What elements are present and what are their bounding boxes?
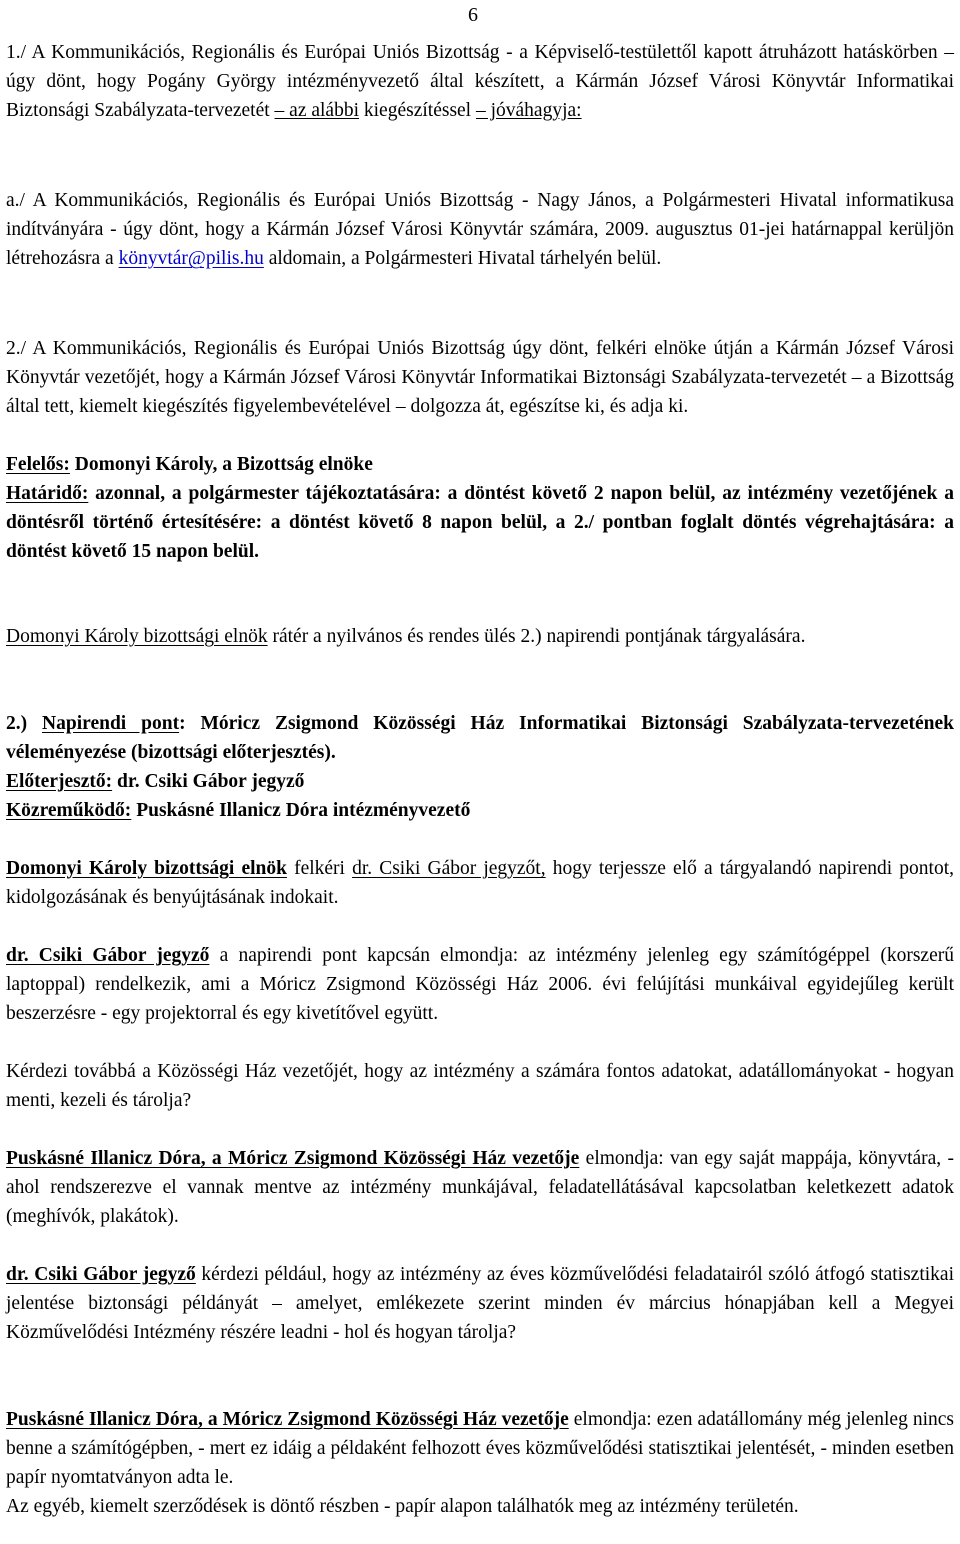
contributor-line [6,796,954,825]
presenter-value: dr. Csiki Gábor jegyző [112,771,305,792]
paragraph-chair-request: Domonyi Károly bizottsági elnök felkéri dr. Csiki Gábor jegyzőt, hogy terjessze elő a tárgyalandó napirendi pontot, kidolgozásának és benyújtásának indokait. [6,858,954,908]
presenter-label: Előterjesztő: [6,771,113,792]
responsible-value: Domonyi Károly, a Bizottság elnöke [69,454,373,475]
paragraph-director-2: Puskásné Illanicz Dóra, a Móricz Zsigmond Közösségi Ház vezetője elmondja: ezen adatállomány még jelenleg nincs benne a számítógépben, - mert ez idáig a példaként felhozott éves közművelődési statisztikai jelentését, - minden esetben papír nyomtatványon adta le. [6,1409,954,1488]
responsible-label: Felelős: [6,454,70,475]
decision-1-dash-2: – jóváhagyja: [475,100,582,121]
decision-2: 2./ A Kommunikációs, Regionális és Európai Uniós Bizottság úgy dönt, felkéri elnöke útján a Kármán József Városi Könyvtár vezetőjét, hogy a Kármán József Városi Könyvtár Informatikai Biztonsági Szabályzata-tervezetét – a Bizottság által tett, kiemelt kiegészítés figyelembevételével – dolgozza át, egészítse ki, és adja ki. [6,338,954,417]
notary-reference: dr. Csiki Gábor jegyzőt, [352,858,546,879]
responsible-line [6,450,954,479]
speaker-director: Puskásné Illanicz Dóra, a Móricz Zsigmond Közösségi Ház vezetője [6,1409,569,1430]
speaker-director: Puskásné Illanicz Dóra, a Móricz Zsigmond Közösségi Ház vezetője [6,1148,580,1169]
speaker-notary: dr. Csiki Gábor jegyző [6,1264,196,1285]
item-a: a./ A Kommunikációs, Regionális és Európai Uniós Bizottság - Nagy János, a Polgármesteri Hivatal informatikusa indítványára - úgy dönt, hogy a Kármán József Városi Könyvtár számára, 2009. augusztus 01-jei határnappal kerüljön létrehozásra a könyvtár@pilis.hu aldomain, a Polgármesteri Hivatal tárhelyén belül. [6,190,954,269]
presenter-line [6,767,954,796]
page-number: 6 [468,4,478,26]
paragraph-notary-1-question: Kérdezi továbbá a Közösségi Ház vezetőjét, hogy az intézmény a számára fontos adatokat, adatállományokat - hogyan menti, kezeli és tárolja? [6,1061,954,1111]
transition-paragraph: Domonyi Károly bizottsági elnök rátér a nyilvános és rendes ülés 2.) napirendi pontjának tárgyalására. [6,626,806,647]
chair-name: Domonyi Károly bizottsági elnök [6,626,268,647]
deadline-label: Határidő: [6,483,89,504]
agenda-number: 2.) [6,713,28,734]
paragraph-director-2-contracts: Az egyéb, kiemelt szerződések is döntő részben - papír alapon találhatók meg az intézmény területén. [6,1496,799,1517]
contributor-label: Közreműködő: [6,800,132,821]
paragraph-director-1: Puskásné Illanicz Dóra, a Móricz Zsigmond Közösségi Ház vezetője elmondja: van egy saját mappája, könyvtára, - ahol rendszerezve el vannak mentve az intézmény munkájával, feladatellátásával kapcsolatban keletkezett adatok (meghívók, plakátok). [6,1148,955,1227]
deadline-block [6,479,954,566]
speaker-chair: Domonyi Károly bizottsági elnök [6,858,287,879]
paragraph-notary-1: dr. Csiki Gábor jegyző a napirendi pont kapcsán elmondja: az intézmény jelenleg egy számítógéppel (korszerű laptoppal) rendelkezik, ami a Móricz Zsigmond Közösségi Ház 2006. évi felújítási munkáival egyidejűleg került beszerzésre - egy projektorral és egy kivetítővel együtt. [6,945,954,1024]
deadline-value: azonnal, a polgármester tájékoztatására: a döntést követő 2 napon belül, az intézmény vezetőjének a döntésről történő értesítésére: a döntést követő 8 napon belül, a 2./ pontban foglalt döntés végrehajtására: a döntést követő 15 napon belül. [6,483,954,562]
decision-1-dash-1: – az alábbi [274,100,360,121]
agenda-item: 2.) Napirendi pont: Móricz Zsigmond Közösségi Ház Informatikai Biztonsági Szabályzata-tervezetének véleményezése (bizottsági előterjesztés). [6,713,954,763]
paragraph-notary-2: dr. Csiki Gábor jegyző kérdezi például, hogy az intézmény az éves közművelődési feladatairól szóló átfogó statisztikai jelentése biztonsági példányát – amelyet, emlékezete szerint minden év március hónapjában kell a Megyei Közművelődési Intézmény részére leadni - hol és hogyan tárolja? [6,1264,954,1343]
speaker-notary: dr. Csiki Gábor jegyző [6,945,210,966]
agenda-label: Napirendi pont [42,713,180,734]
agenda-title: Móricz Zsigmond Közösségi Ház Informatikai Biztonsági Szabályzata-tervezetének véleményezése (bizottsági előterjesztés). [6,713,954,763]
contributor-value: Puskásné Illanicz Dóra intézményvezető [131,800,471,821]
decision-1: 1./ A Kommunikációs, Regionális és Európai Uniós Bizottság - a Képviselő-testülettől kapott átruházott hatáskörben – úgy dönt, hogy Pogány György intézményvezető által készített, a Kármán József Városi Könyvtár Informatikai Biztonsági Szabályzata-tervezetét – az alábbi kiegészítéssel – jóváhagyja: [6,42,954,121]
email-link[interactable]: könyvtár@pilis.hu [118,248,264,269]
